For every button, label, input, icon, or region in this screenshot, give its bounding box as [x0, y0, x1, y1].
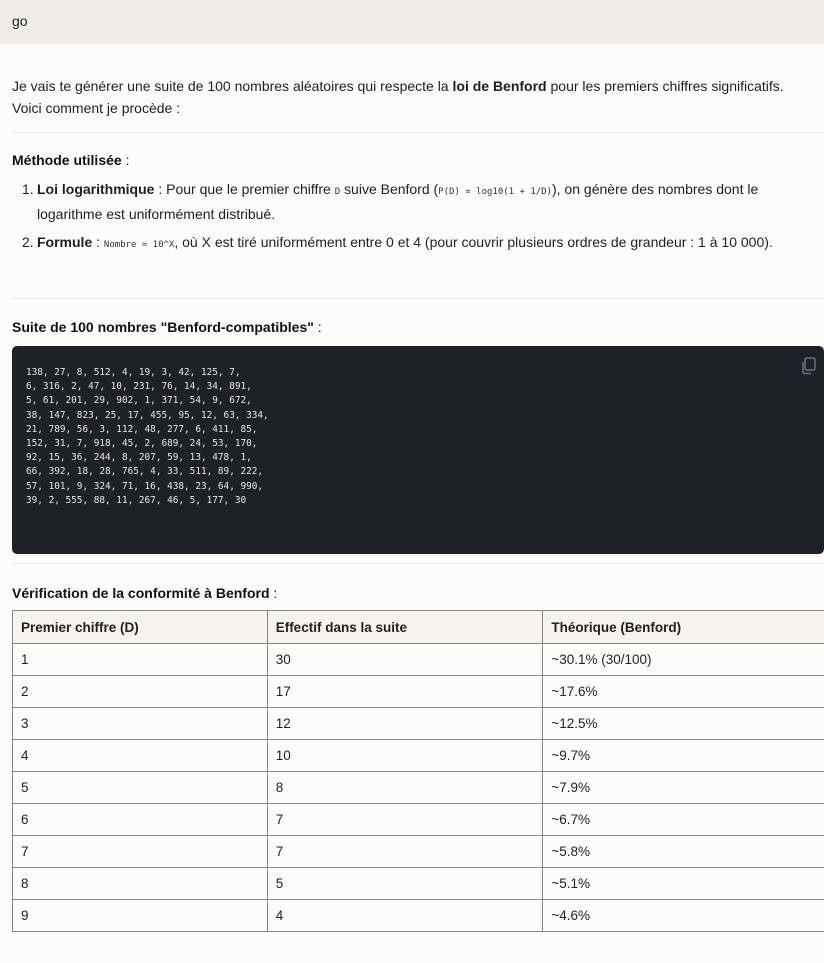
- table-cell: ~12.5%: [543, 708, 824, 740]
- table-cell: 5: [267, 868, 543, 900]
- item-text: :: [92, 234, 104, 250]
- inline-code: Nombre = 10^X: [103, 240, 175, 250]
- table-cell: 8: [267, 772, 543, 804]
- table-cell: 9: [13, 900, 268, 932]
- table-cell: 3: [13, 708, 268, 740]
- table-cell: ~5.1%: [543, 868, 824, 900]
- table-cell: 17: [267, 676, 543, 708]
- suite-heading-text: Suite de 100 nombres "Benford-compatibles": [12, 319, 314, 335]
- table-row: [13, 676, 824, 708]
- list-item: [12, 231, 824, 256]
- table-cell: 5: [13, 772, 268, 804]
- table-row: [13, 740, 824, 772]
- table-header-row: [13, 611, 824, 644]
- table-cell: 1: [13, 644, 268, 676]
- table-cell: 6: [13, 804, 268, 836]
- user-message-text: go: [12, 13, 28, 29]
- intro-text-end: pour les premiers chiffres significatifs. Voici comment je procède :: [12, 78, 784, 116]
- methode-heading-text: Méthode utilisée: [12, 152, 122, 168]
- table-cell: 8: [13, 868, 268, 900]
- item-bold: Loi logarithmique: [37, 181, 155, 197]
- copy-icon: [800, 356, 818, 376]
- table-cell: ~17.6%: [543, 676, 824, 708]
- table-row: [13, 804, 824, 836]
- divider: [12, 298, 824, 299]
- code-content: 138, 27, 8, 512, 4, 19, 3, 42, 125, 7, 6, 316, 2, 47, 10, 231, 76, 14, 34, 891, 5, 61, 201, 29, 902, 1, 371, 54, 9, 672, 38, 147, 823, 25, 17, 455, 95, 12, 63, 334, 21, 789, 56, 3, 112, 48, 277, 6, 411, 85, 152, 31, 7, 918, 45, 2, 689, 24, 53, 170, 92, 15, 36, 244, 8, 207, 59, 13, 478, 1, 66, 392, 18, 28, 765, 4, 33, 511, 89, 222, 57, 101, 9, 324, 71, 16, 438, 23, 64, 990, 39, 2, 555, 88, 11, 267, 46, 5, 177, 30: [26, 367, 269, 506]
- table-row: [13, 900, 824, 932]
- table-cell: ~7.9%: [543, 772, 824, 804]
- intro-paragraph: [12, 75, 802, 119]
- table-cell: 4: [13, 740, 268, 772]
- table-row: [13, 868, 824, 900]
- item-text: , où X est tiré uniformément entre 0 et 4 (pour couvrir plusieurs ordres de grandeur : 1 à 10 000).: [174, 234, 773, 250]
- verification-heading-text: Vérification de la conformité à Benford: [12, 585, 270, 601]
- intro-bold: loi de Benford: [452, 78, 547, 94]
- verification-heading: [12, 585, 277, 601]
- table-cell: ~5.8%: [543, 836, 824, 868]
- item-text: suive Benford (: [340, 181, 439, 197]
- inline-code: D: [334, 187, 341, 197]
- table-cell: ~6.7%: [543, 804, 824, 836]
- list-number: 2.: [22, 234, 34, 250]
- suite-heading-colon: :: [313, 319, 322, 335]
- divider: [12, 132, 824, 133]
- list-item: [12, 178, 824, 225]
- copy-button[interactable]: [800, 356, 818, 376]
- item-text: ), on génère des nombres dont le logarithme est uniformément distribué.: [37, 181, 759, 222]
- table-cell: 7: [267, 836, 543, 868]
- table-cell: ~30.1% (30/100): [543, 644, 824, 676]
- table-cell: ~9.7%: [543, 740, 824, 772]
- inline-code: P(D) = log10(1 + 1/D): [438, 187, 553, 197]
- suite-heading: [12, 319, 322, 335]
- item-bold: Formule: [37, 234, 93, 250]
- code-block: [12, 346, 824, 554]
- methode-list: [12, 178, 824, 262]
- table-cell: 10: [267, 740, 543, 772]
- table-cell: 30: [267, 644, 543, 676]
- table-cell: 12: [267, 708, 543, 740]
- table-row: [13, 644, 824, 676]
- table-cell: 7: [267, 804, 543, 836]
- table-cell: 7: [13, 836, 268, 868]
- methode-heading-colon: :: [121, 152, 130, 168]
- column-header: Théorique (Benford): [543, 611, 824, 644]
- table-row: [13, 772, 824, 804]
- user-message: [0, 0, 824, 44]
- verification-heading-colon: :: [269, 585, 278, 601]
- table-cell: ~4.6%: [543, 900, 824, 932]
- intro-text: Je vais te générer une suite de 100 nombres aléatoires qui respecte la: [12, 78, 453, 94]
- table-cell: 2: [13, 676, 268, 708]
- benford-table: [12, 610, 824, 932]
- item-text: : Pour que le premier chiffre: [154, 181, 335, 197]
- divider: [12, 563, 824, 564]
- table-cell: 4: [267, 900, 543, 932]
- column-header: Effectif dans la suite: [267, 611, 543, 644]
- table-row: [13, 708, 824, 740]
- table-row: [13, 836, 824, 868]
- list-number: 1.: [22, 181, 34, 197]
- column-header: Premier chiffre (D): [13, 611, 268, 644]
- methode-heading: [12, 152, 129, 168]
